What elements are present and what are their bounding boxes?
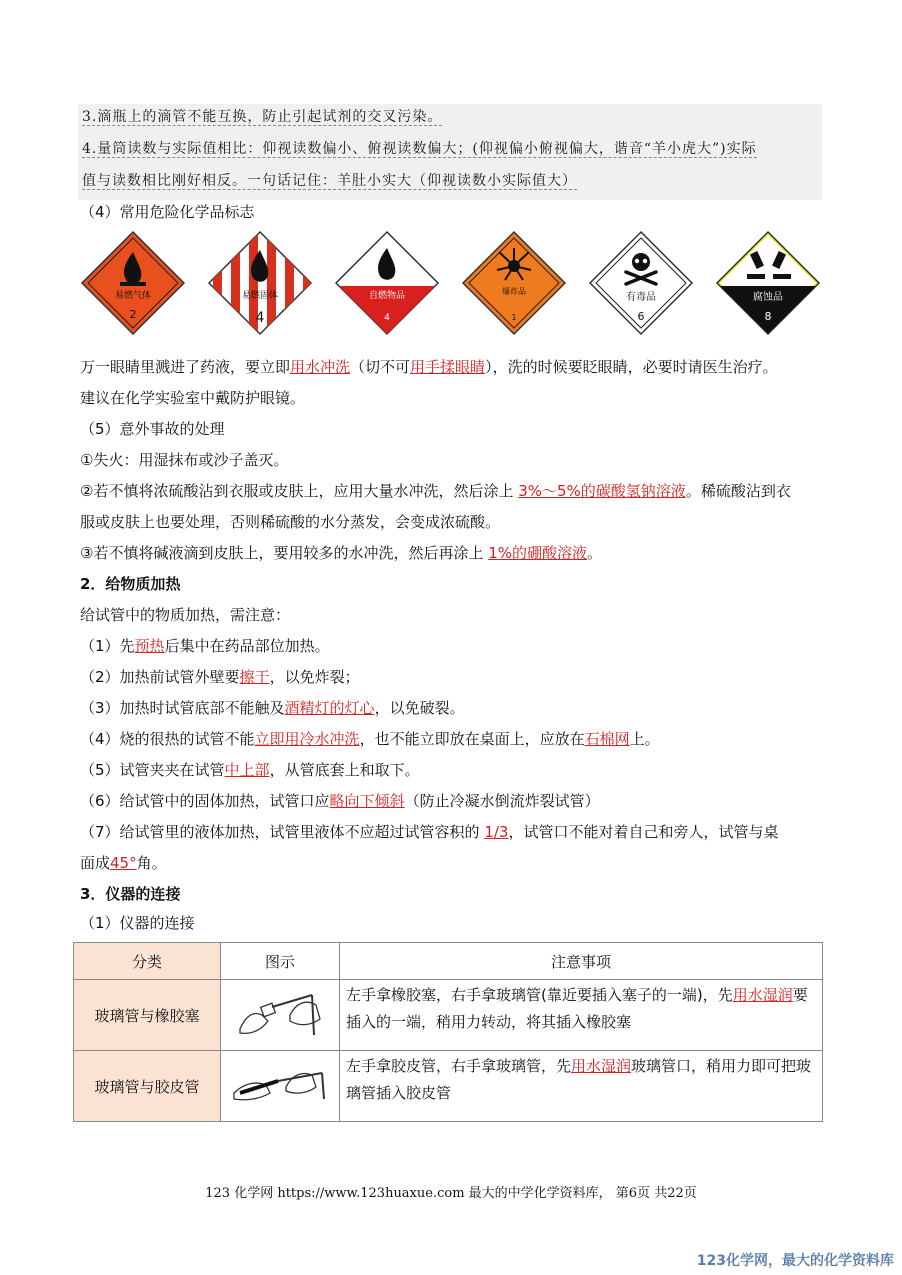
flammable-gas-sign — [80, 230, 186, 336]
accident-acid: ②若不慎将浓硫酸沾到衣服或皮肤上，应用大量水冲洗，然后涂上 3%～5%的碳酸氢钠溶液。稀硫酸沾到衣 — [80, 482, 791, 500]
sign-number: 4 — [255, 310, 265, 326]
answer: 1/3 — [484, 823, 509, 841]
connect-sub: （1）仪器的连接 — [80, 914, 195, 932]
answer: 擦干 — [239, 668, 270, 686]
heating-intro: 给试管中的物质加热，需注意： — [80, 606, 291, 624]
answer: 酒精灯的灯心 — [284, 699, 375, 717]
heating-item-4: （4）烧的很热的试管不能立即用冷水冲洗，也不能立即放在桌面上，应放在石棉网上。 — [80, 730, 660, 748]
hazard-signs — [80, 230, 822, 336]
toxic-sign — [588, 230, 694, 336]
row-notes: 左手拿胶皮管，右手拿玻璃管，先用水湿润玻璃管口，稍用力即可把玻璃管插入胶皮管 — [340, 1051, 823, 1122]
flammable-solid-sign — [207, 230, 313, 336]
table-row — [74, 980, 823, 1051]
tip-line-3: 值与读数相比刚好相反。一句话记住：羊肚小实大（仰视读数小实际值大） — [82, 173, 577, 189]
answer: 用水湿润 — [571, 1057, 632, 1075]
row-notes: 左手拿橡胶塞，右手拿玻璃管(靠近要插入塞子的一端)，先用水湿润要插入的一端，稍用力转动，将其插入橡胶塞 — [340, 980, 823, 1051]
accident-fire: ①失火：用湿抹布或沙子盖灭。 — [80, 451, 289, 469]
answer: 立即用冷水冲洗 — [254, 730, 360, 748]
eye-line-1: 万一眼睛里溅进了药液，要立即用水冲洗（切不可用手揉眼睛），洗的时候要眨眼睛，必要时请医生治疗。 — [80, 358, 778, 376]
accident-base: ③若不慎将碱液滴到皮肤上，要用较多的水冲洗，然后再涂上 1%的硼酸溶液。 — [80, 544, 603, 562]
answer: 用手揉眼睛 — [410, 358, 486, 376]
sign-label: 易燃气体 — [114, 291, 152, 301]
explosive-sign — [461, 230, 567, 336]
heating-item-3: （3）加热时试管底部不能触及酒精灯的灯心，以免破裂。 — [80, 699, 465, 717]
stopper-insertion-illustration — [232, 985, 328, 1041]
page-footer: 123 化学网 https://www.123huaxue.com 最大的中学化学资料库， 第6页 共22页 — [205, 1186, 697, 1201]
heating-item-7-cont: 面成45°角。 — [80, 854, 167, 872]
spontaneous-combustion-sign — [334, 230, 440, 336]
answer: 预热 — [134, 637, 165, 655]
answer: 略向下倾斜 — [329, 792, 405, 810]
answer: 用水冲洗 — [290, 358, 351, 376]
row-category: 玻璃管与橡胶塞 — [74, 980, 221, 1051]
accident-heading: （5）意外事故的处理 — [80, 420, 225, 438]
sign-label: 爆炸品 — [502, 287, 526, 296]
heating-item-1: （1）先预热后集中在药品部位加热。 — [80, 637, 330, 655]
answer: 3%～5%的碳酸氢钠溶液 — [518, 482, 686, 500]
row-category: 玻璃管与胶皮管 — [74, 1051, 221, 1122]
hose-insertion-illustration — [230, 1059, 330, 1109]
eye-line-2: 建议在化学实验室中戴防护眼镜。 — [80, 389, 306, 407]
answer: 中上部 — [224, 761, 270, 779]
sign-label: 易燃固体 — [241, 291, 279, 301]
heating-item-5: （5）试管夹夹在试管中上部，从管底套上和取下。 — [80, 761, 420, 779]
sign-label: 自燃物品 — [368, 291, 406, 301]
tip-line-2: 4.量筒读数与实际值相比：仰视读数偏小、俯视读数偏大；(仰视偏小俯视偏大，谐音“羊小虎大”)实际 — [82, 141, 757, 157]
watermark: 123化学网，最大的化学资料库 — [696, 1253, 894, 1269]
sign-number: 2 — [129, 308, 137, 321]
sign-label: 腐蚀品 — [753, 292, 783, 303]
header-notes: 注意事项 — [340, 943, 823, 980]
sign-number: 1 — [511, 313, 517, 322]
heating-item-6: （6）给试管中的固体加热，试管口应略向下倾斜（防止冷凝水倒流炸裂试管） — [80, 792, 600, 810]
answer: 1%的硼酸溶液 — [488, 544, 588, 562]
heating-item-7: （7）给试管里的液体加热，试管里液体不应超过试管容积的 1/3，试管口不能对着自己和旁人，试管与桌 — [80, 823, 779, 841]
sign-label: 有毒品 — [626, 292, 656, 303]
accident-acid-2: 服或皮肤上也要处理，否则稀硫酸的水分蒸发，会变成浓硫酸。 — [80, 513, 501, 531]
hazard-heading: （4）常用危险化学品标志 — [80, 203, 255, 221]
connect-heading: 3．仪器的连接 — [80, 885, 181, 903]
sign-number: 6 — [637, 310, 645, 323]
row-diagram — [221, 980, 340, 1051]
sign-number: 4 — [384, 313, 390, 323]
header-diagram: 图示 — [221, 943, 340, 980]
instrument-table — [73, 942, 823, 1122]
sign-number: 8 — [764, 310, 772, 323]
row-diagram — [221, 1051, 340, 1122]
answer: 45° — [110, 854, 137, 872]
header-category: 分类 — [74, 943, 221, 980]
tip-line-1: 3.滴瓶上的滴管不能互换，防止引起试剂的交叉污染。 — [82, 109, 443, 125]
answer: 用水湿润 — [732, 986, 793, 1004]
answer: 石棉网 — [584, 730, 630, 748]
table-row — [74, 1051, 823, 1122]
table-header-row — [74, 943, 823, 980]
heating-item-2: （2）加热前试管外壁要擦干，以免炸裂； — [80, 668, 360, 686]
corrosive-sign — [715, 230, 821, 336]
heating-heading: 2．给物质加热 — [80, 575, 181, 593]
